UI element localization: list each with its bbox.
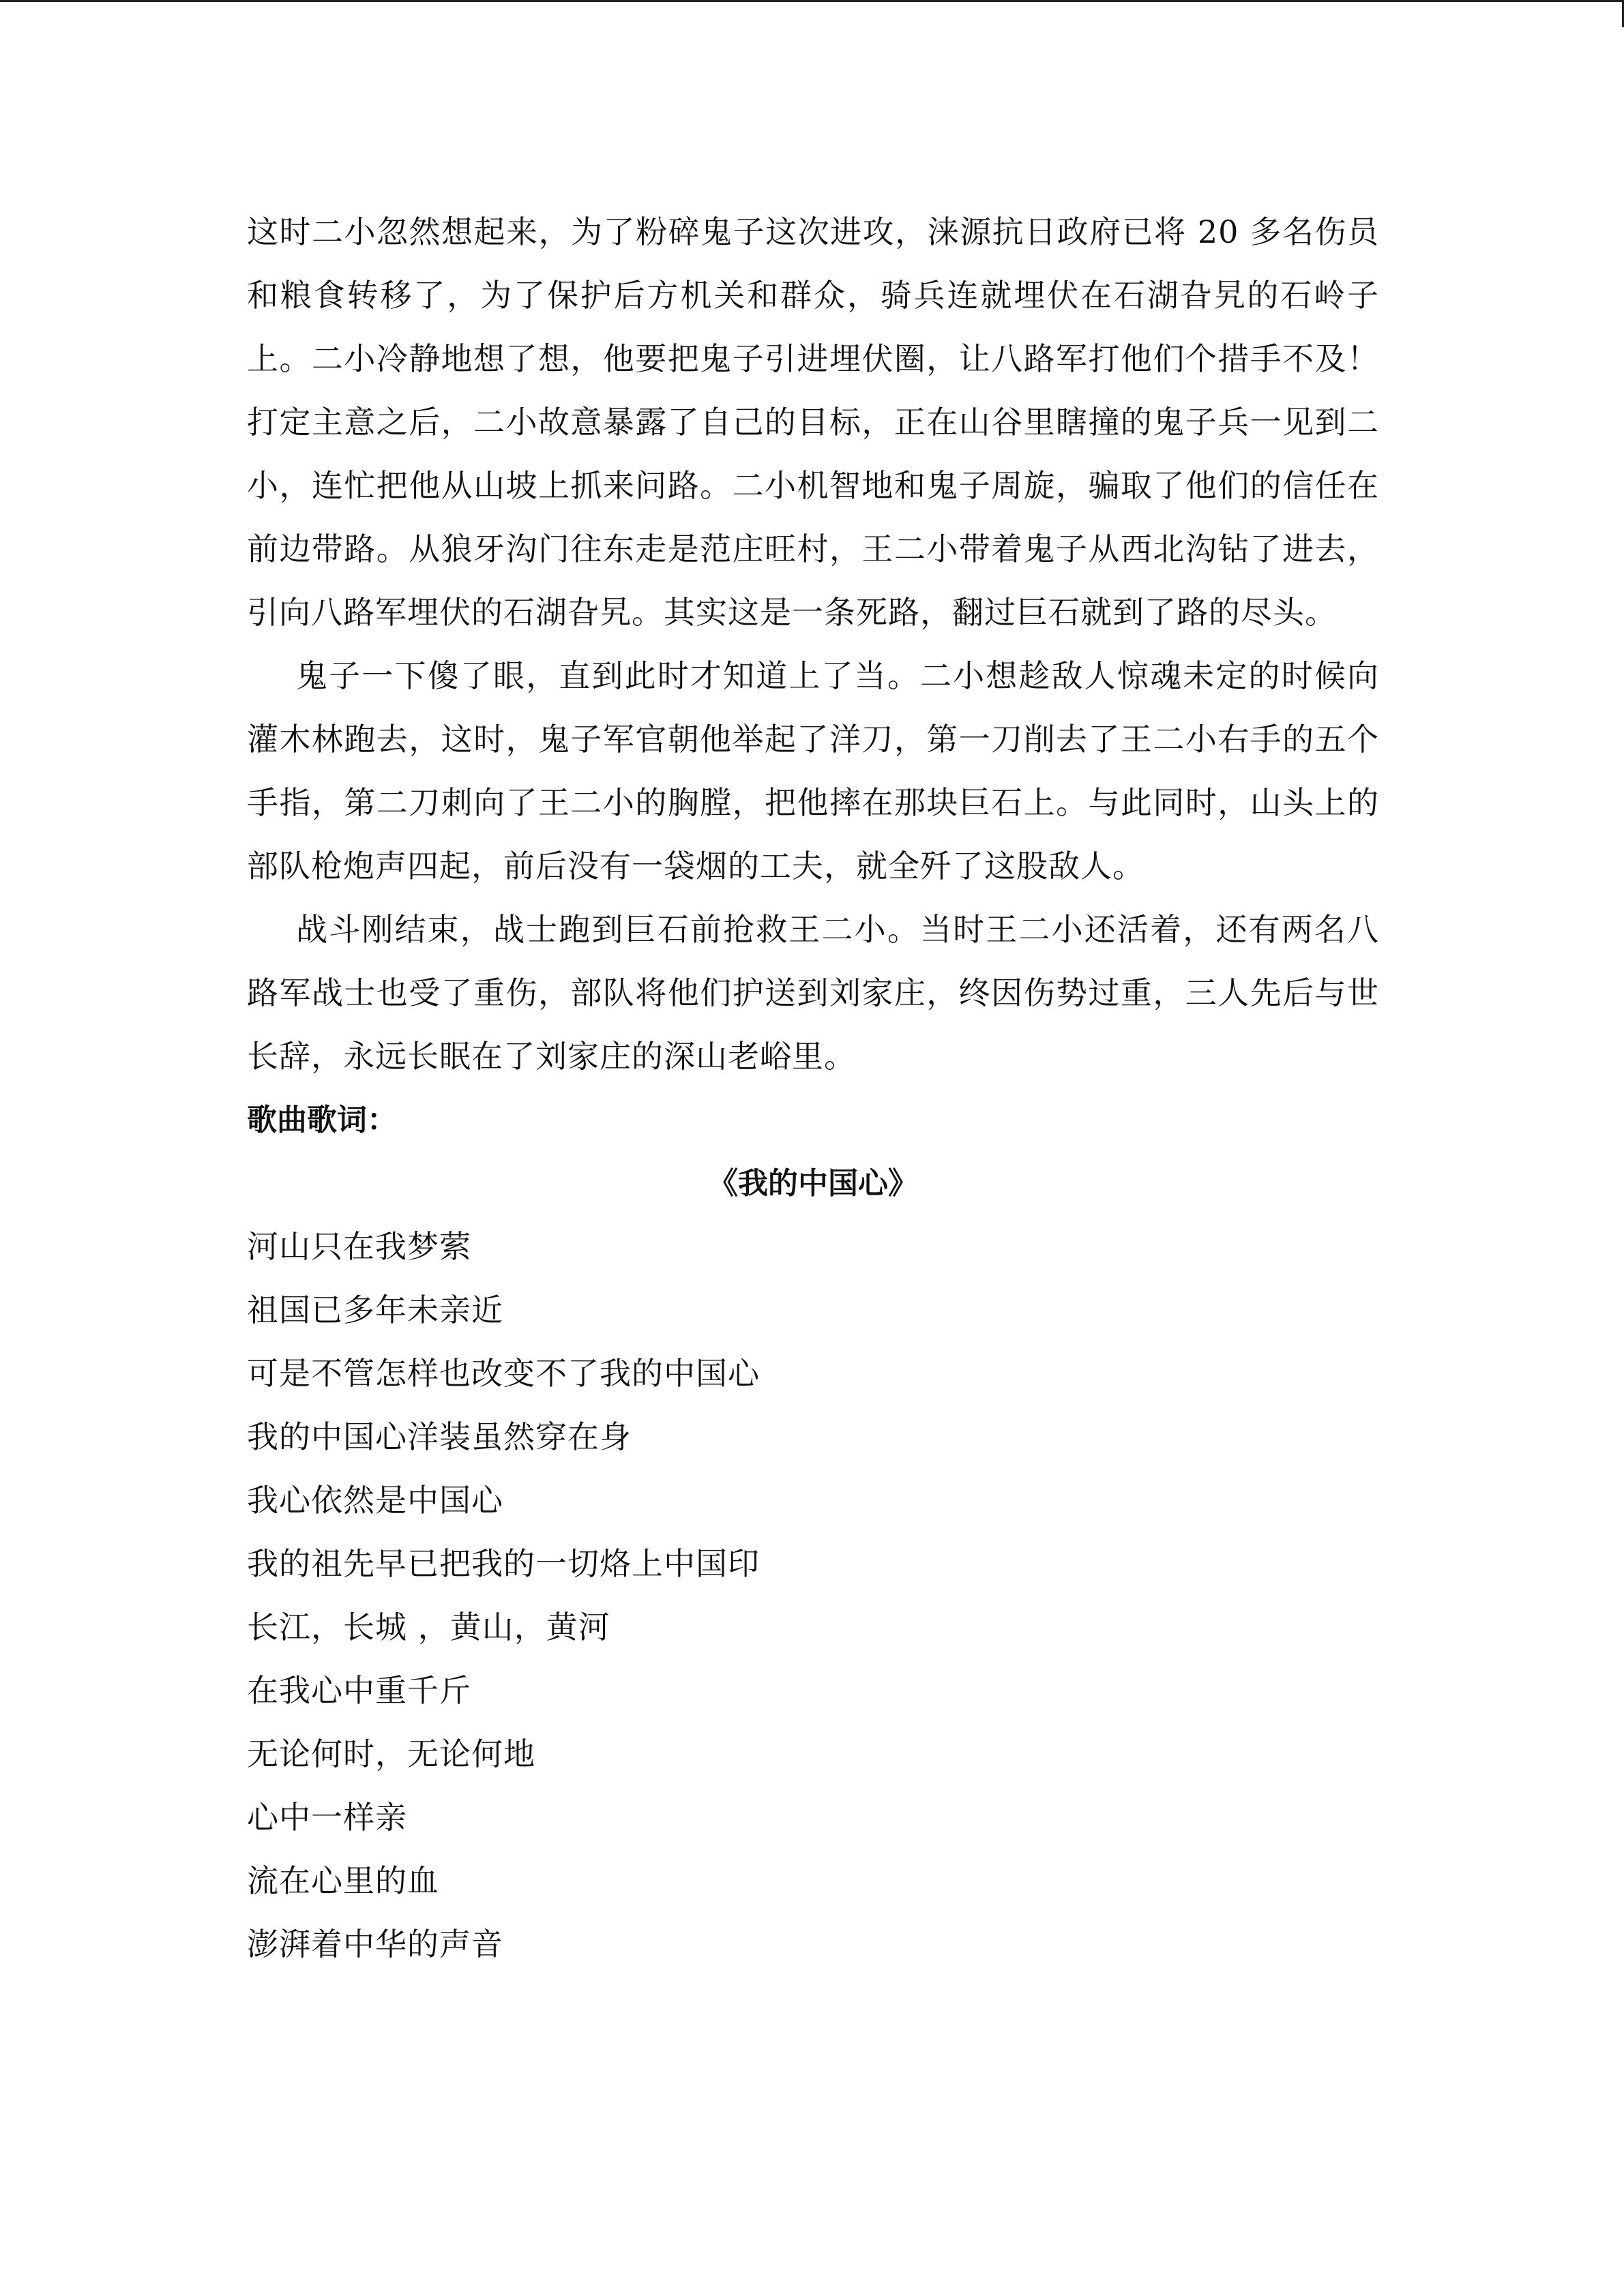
lyric-line: 无论何时，无论何地 — [247, 1735, 535, 1772]
lyric-line: 我心依然是中国心 — [247, 1482, 503, 1519]
lyric-line: 流在心里的血 — [247, 1862, 439, 1899]
lyric-line: 可是不管怎样也改变不了我的中国心 — [247, 1355, 760, 1392]
lyric-line: 我的祖先早已把我的一切烙上中国印 — [247, 1545, 760, 1582]
paragraph-2: 鬼子一下傻了眼，直到此时才知道上了当。二小想趁敌人惊魂未定的时候向灌木林跑去，这时，鬼子军官朝他举起了洋刀，第一刀削去了王二小右手的五个手指，第二刀刺向了王二小的胸膛，把他摔在那块巨石上。与此同时，山头上的部队枪炮声四起，前后没有一袋烟的工夫，就全歼了这股敌人。 — [247, 657, 1379, 884]
document-body — [247, 200, 1379, 1976]
lyric-line: 长江，长城 ，黄山，黄河 — [247, 1609, 610, 1645]
lyrics-list — [247, 1215, 1379, 1976]
paragraph-1: 这时二小忽然想起来，为了粉碎鬼子这次进攻，涞源抗日政府已将 20 多名伤员和粮食转移了，为了保护后方机关和群众，骑兵连就埋伏在石湖旮旯的石岭子上。二小冷静地想了想，他要把鬼子引进埋伏圈，让八路军打他们个措手不及！打定主意之后，二小故意暴露了自己的目标，正在山谷里瞎撞的鬼子兵一见到二小，连忙把他从山坡上抓来问路。二小机智地和鬼子周旋，骗取了他们的信任在前边带路。从狼牙沟门往东走是范庄旺村，王二小带着鬼子从西北沟钻了进去，引向八路军埋伏的石湖旮旯。其实这是一条死路，翻过巨石就到了路的尽头。 — [247, 213, 1379, 631]
lyrics-section-label: 歌曲歌词： — [247, 1103, 397, 1137]
lyric-line: 在我心中重千斤 — [247, 1672, 471, 1709]
lyric-line: 我的中国心洋装虽然穿在身 — [247, 1418, 632, 1455]
lyric-line: 心中一样亲 — [247, 1799, 407, 1836]
paragraph-3: 战斗刚结束，战士跑到巨石前抢救王二小。当时王二小还活着，还有两名八路军战士也受了重伤，部队将他们护送到刘家庄，终因伤势过重，三人先后与世长辞，永远长眠在了刘家庄的深山老峪里。 — [247, 911, 1379, 1075]
lyric-line: 澎湃着中华的声音 — [247, 1926, 503, 1963]
song-title: 《我的中国心》 — [708, 1166, 918, 1201]
lyric-line: 河山只在我梦萦 — [247, 1228, 471, 1265]
lyric-line: 祖国已多年未亲近 — [247, 1292, 503, 1328]
page-top-border — [0, 0, 1624, 2]
